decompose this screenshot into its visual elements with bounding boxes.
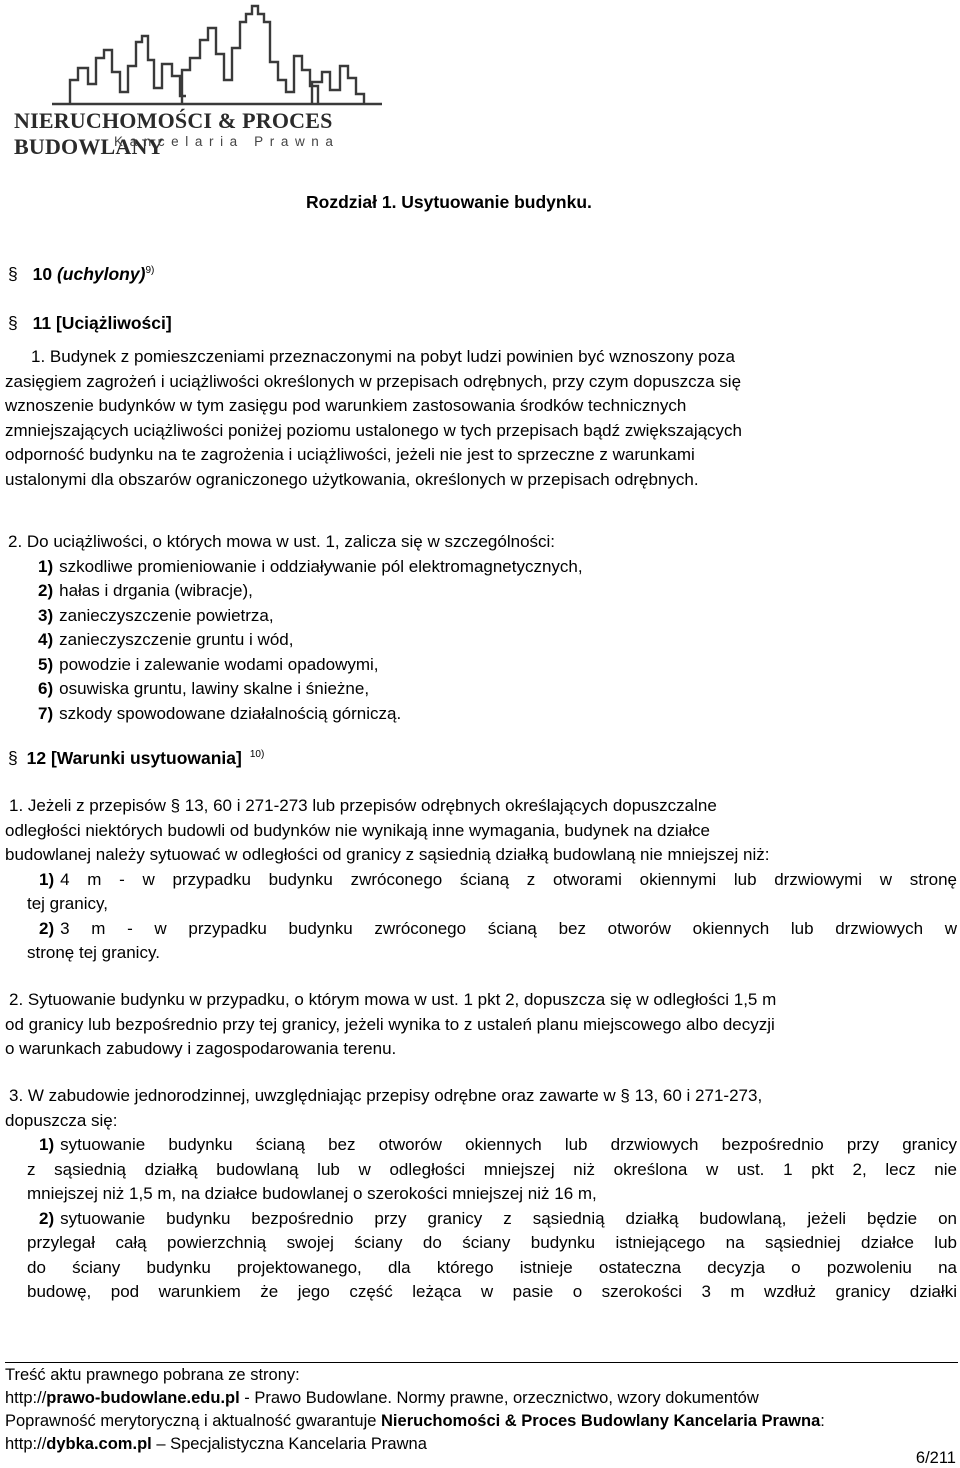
list-item	[38, 628, 948, 653]
list-item-line: budowę, pod warunkiem że jego część leżąca w pasie o szerokości 3 m wzdłuż granicy działki	[27, 1282, 957, 1301]
list-text: szkodliwe promieniowanie i oddziaływanie pól elektromagnetycznych,	[59, 556, 583, 576]
footer-divider	[5, 1362, 958, 1363]
list-item-line: do ściany budynku projektowanego, dla którego istnieje ostateczna decyzja o pozwoleniu na	[27, 1257, 957, 1277]
footer-source-line	[5, 1387, 960, 1410]
section-label: [Warunki usytuowania]	[50, 748, 242, 768]
list-text: 3 m - w przypadku budynku zwróconego ścianą bez otworów okiennych lub drzwiowych w	[60, 918, 957, 938]
city-skyline-logo-graphic	[12, 0, 422, 112]
footnote-ref[interactable]: 10)	[249, 749, 265, 761]
list-number: 2)	[39, 918, 55, 938]
list-item-line: przylegał całą powierzchnią swojej ściany do ściany budynku istniejącego na sąsiedniej działce lub	[27, 1233, 957, 1252]
text-line: zmniejszających uciążliwości poniżej poziomu ustalonego w tych przepisach bądź zwiększających	[5, 420, 743, 440]
logo-title: NIERUCHOMOŚCI & PROCES BUDOWLANY	[14, 108, 333, 159]
footer-link-prawo-budowlane[interactable]: prawo-budowlane.edu.pl	[46, 1389, 240, 1407]
text-line: odległości niektórych budowli od budynków nie wynikają inne wymagania, budynek na działce	[5, 820, 710, 840]
section-label: (uchylony)	[56, 264, 146, 284]
list-number: 5)	[38, 654, 54, 674]
text-line: budowlanej należy sytuować w odległości od granicy z sąsiednią działką budowlaną nie mniejszej niż:	[5, 845, 770, 864]
text-line: dopuszcza się:	[5, 1110, 118, 1130]
list-text: zanieczyszczenie gruntu i wód,	[59, 630, 294, 649]
list-text: zanieczyszczenie powietrza,	[59, 605, 274, 625]
footnote-ref[interactable]: 9)	[145, 265, 155, 277]
footer-guarantee-line	[5, 1410, 960, 1433]
list-number: 3)	[38, 605, 54, 625]
list-item	[5, 917, 955, 966]
list-item-line: stronę tej granicy.	[27, 943, 160, 962]
list-number: 1)	[38, 556, 54, 576]
footer-guarantee-text: Poprawność merytoryczną i aktualność gwarantuje	[5, 1412, 382, 1430]
list-text: szkody spowodowane działalnością górniczą.	[59, 703, 402, 723]
list-item	[5, 868, 955, 917]
list-item	[38, 604, 948, 629]
list-item	[5, 1207, 955, 1305]
list-item	[38, 579, 948, 604]
chapter-title: Rozdział 1. Usytuowanie budynku.	[306, 192, 592, 212]
section-11-heading	[8, 311, 172, 336]
section-12-heading	[8, 746, 264, 771]
paragraph-12-1	[5, 794, 955, 966]
footer-firm-name: Nieruchomości & Proces Budowlany Kancelaria Prawna	[381, 1412, 821, 1430]
list-item	[38, 702, 948, 727]
list-number: 7)	[38, 703, 54, 723]
footer-link-dybka[interactable]: dybka.com.pl	[46, 1435, 152, 1453]
list-item-line	[27, 1207, 957, 1232]
list-text: powodzie i zalewanie wodami opadowymi,	[59, 654, 379, 674]
footer-colon: :	[820, 1412, 825, 1430]
footer-link-prefix[interactable]: http://	[5, 1435, 47, 1453]
text-line: 2. Do uciążliwości, o których mowa w ust. 1, zalicza się w szczególności:	[8, 532, 556, 551]
list-number: 4)	[38, 630, 54, 649]
section-sign: §	[8, 264, 18, 284]
list-item-line: mniejszej niż 1,5 m, na działce budowlanej o szerokości mniejszej niż 16 m,	[27, 1184, 597, 1203]
text-line: 1. Budynek z pomieszczeniami przeznaczonymi na pobyt ludzi powinien być wznoszony poza	[31, 347, 735, 366]
list-number: 1)	[39, 869, 55, 889]
list-text: 4 m - w przypadku budynku zwróconego ścianą z otworami okiennymi lub drzwiowymi w stronę	[60, 869, 957, 889]
list-item-line	[27, 868, 957, 893]
section-sign: §	[8, 313, 18, 333]
list-text: hałas i drgania (wibracje),	[59, 581, 253, 600]
paragraph-12-3	[5, 1084, 955, 1305]
list-text: osuwiska gruntu, lawiny skalne i śnieżne,	[59, 679, 370, 698]
list-number: 1)	[39, 1135, 55, 1154]
list-item	[5, 1133, 955, 1207]
text-line: zasięgiem zagrożeń i uciążliwości określonych w przepisach odrębnych, przy czym dopuszcza się	[5, 371, 742, 391]
text-line: o warunkach zabudowy i zagospodarowania terenu.	[5, 1039, 397, 1058]
list-text: sytuowanie budynku ścianą bez otworów okiennych lub drzwiowych bezpośrednio przy granicy	[60, 1135, 957, 1154]
list-number: 2)	[38, 581, 54, 600]
list-number: 6)	[38, 679, 54, 698]
text-line: od granicy lub bezpośrednio przy tej granicy, jeżeli wynika to z ustaleń planu miejscowego albo decyzji	[5, 1014, 775, 1034]
footer-source-desc: - Prawo Budowlane. Normy prawne, orzecznictwo, wzory dokumentów	[239, 1389, 759, 1407]
text-line: 3. W zabudowie jednorodzinnej, uwzględniając przepisy odrębne oraz zawarte w § 13, 60 i 271-273,	[9, 1086, 763, 1105]
paragraph-12-2	[5, 988, 955, 1062]
list-item	[38, 653, 948, 678]
list-11-2	[8, 555, 948, 727]
list-item-line	[27, 1133, 957, 1158]
text-line: 2. Sytuowanie budynku w przypadku, o którym mowa w ust. 1 pkt 2, dopuszcza się w odległości 1,5 m	[9, 990, 777, 1009]
section-number: 10	[32, 264, 53, 284]
page-number: 6/211	[915, 1449, 956, 1467]
paragraph-11-1	[5, 345, 945, 492]
section-number: 11	[32, 313, 52, 333]
text-line: ustalonymi dla obszarów ograniczonego użytkowania, określonych w przepisach odrębnych.	[5, 469, 699, 489]
section-10-heading	[8, 262, 154, 287]
footer-source-label: Treść aktu prawnego pobrana ze strony:	[5, 1366, 300, 1384]
list-item-line: z sąsiednią działką budowlaną lub w odległości mniejszej niż określona w ust. 1 pkt 2, lecz nie	[27, 1159, 957, 1179]
footer	[5, 1364, 960, 1456]
footer-firm-desc: – Specjalistyczna Kancelaria Prawna	[151, 1435, 427, 1453]
list-item	[38, 555, 948, 580]
text-line: wznoszenie budynków w tym zasięgu pod warunkiem zastosowania środków technicznych	[5, 396, 687, 415]
section-number: 12	[26, 748, 47, 768]
text-line: 1. Jeżeli z przepisów § 13, 60 i 271-273 lub przepisów odrębnych określających dopuszczalne	[9, 796, 717, 815]
section-sign: §	[8, 748, 18, 768]
footer-firm-line	[5, 1433, 960, 1456]
text-line: odporność budynku na te zagrożenia i uciążliwości, jeżeli nie jest to sprzeczne z warunkami	[5, 445, 695, 464]
section-label: [Uciążliwości]	[55, 313, 172, 333]
list-item-line: tej granicy,	[27, 894, 108, 913]
list-item	[38, 677, 948, 702]
footer-link-prefix[interactable]: http://	[5, 1389, 47, 1407]
logo	[12, 0, 422, 160]
list-number: 2)	[39, 1208, 55, 1228]
list-item-line	[27, 917, 957, 942]
paragraph-11-2	[8, 530, 948, 726]
logo-subtitle: Kancelaria Prawna	[114, 134, 340, 149]
list-text: sytuowanie budynku bezpośrednio przy granicy z sąsiednią działką budowlaną, jeżeli będzie on	[60, 1208, 957, 1228]
